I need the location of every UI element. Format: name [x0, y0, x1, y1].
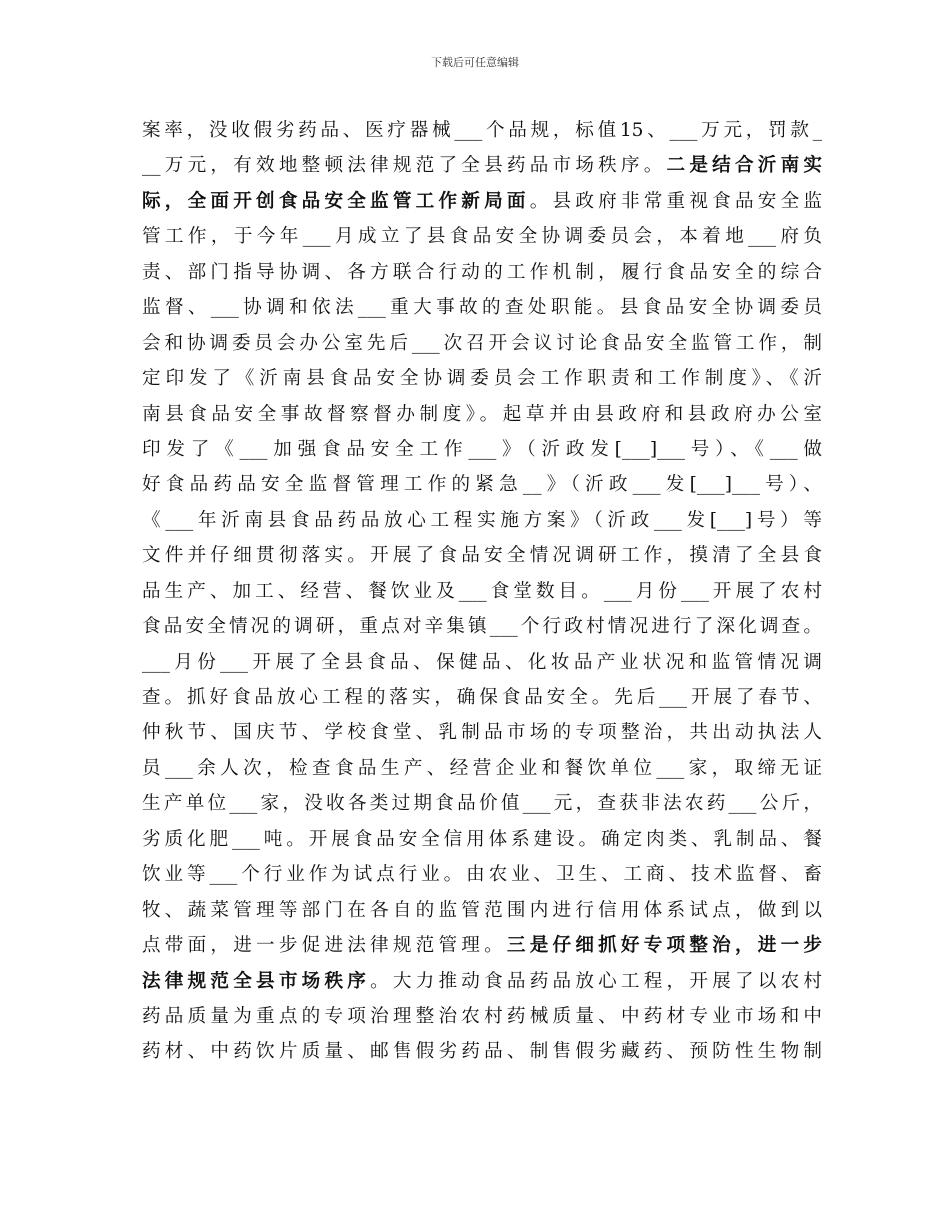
text-segment: 查。抓好食品放心工程的落实，确保食品安全。先后___开展了春节、	[142, 687, 822, 708]
text-line	[142, 609, 822, 644]
text-segment: 会和协调委员会办公室先后___次召开会议讨论食品安全监管工作，制	[142, 332, 822, 354]
text-segment: 饮业等___个行业作为试点行业。由农业、卫生、工商、技术监督、畜	[142, 864, 822, 886]
text-segment: 食品安全情况的调研，重点对辛集镇___个行政村情况进行了深化调查。	[142, 616, 822, 638]
text-segment: 《___年沂南县食品药品放心工程实施方案》（沂政___发[___]号）等	[142, 509, 822, 531]
text-line	[142, 964, 822, 999]
text-line	[142, 893, 822, 928]
text-segment: 定印发了《沂南县食品安全协调委员会工作职责和工作制度》、《沂	[142, 368, 822, 390]
text-segment: 品生产、加工、经营、餐饮业及___食堂数目。___月份___开展了农村	[142, 580, 822, 602]
text-segment: 药品质量为重点的专项治理整治农村药械质量、中药材专业市场和中	[142, 1005, 822, 1027]
text-line	[142, 751, 822, 786]
text-line	[142, 184, 822, 219]
text-segment: 。大力推动食品药品放心工程，开展了以农村	[370, 970, 822, 992]
text-segment: 南县食品安全事故督察督办制度》。起草并由县政府和县政府办公室	[142, 403, 822, 425]
text-segment: ___月份___开展了全县食品、保健品、化妆品产业状况和监管情况调	[142, 651, 822, 673]
text-segment: 点带面，进一步促进法律规范管理。	[142, 935, 507, 957]
page-header: 下载后可任意编辑	[431, 56, 519, 69]
text-segment: __万元，有效地整顿法律规范了全县药品市场秩序。	[142, 155, 667, 177]
text-line	[142, 786, 822, 821]
text-segment: 员___余人次，检查食品生产、经营企业和餐饮单位___家，取缔无证	[142, 757, 822, 779]
text-line	[142, 219, 822, 254]
text-segment: 。县政府非常重视食品安全监	[529, 190, 822, 212]
text-line	[142, 1034, 822, 1069]
text-line	[142, 361, 822, 396]
bold-heading-text: 三是仔细抓好专项整治，进一步	[506, 935, 822, 957]
text-line	[142, 857, 822, 892]
text-line	[142, 326, 822, 361]
text-segment: 仲秋节、国庆节、学校食堂、乳制品市场的专项整治，共出动执法人	[142, 722, 822, 744]
text-line	[142, 715, 822, 750]
text-line	[142, 467, 822, 502]
text-segment: 生产单位___家，没收各类过期食品价值___元，查获非法农药___公斤，	[142, 793, 822, 815]
text-line	[142, 113, 822, 148]
text-line	[142, 432, 822, 467]
text-segment: 责、部门指导协调、各方联合行动的工作机制，履行食品安全的综合	[142, 261, 822, 283]
text-line	[142, 680, 822, 715]
text-line	[142, 822, 822, 857]
text-segment: 案率，没收假劣药品、医疗器械___个品规，标值15、___万元，罚款_	[142, 120, 822, 141]
text-line	[142, 574, 822, 609]
text-segment: 文件并仔细贯彻落实。开展了食品安全情况调研工作，摸清了全县食	[142, 545, 822, 567]
text-line	[142, 928, 822, 963]
bold-heading-text: 法律规范全县市场秩序	[142, 970, 371, 992]
text-line	[142, 999, 822, 1034]
text-segment: 劣质化肥___吨。开展食品安全信用体系建设。确定肉类、乳制品、餐	[142, 828, 822, 850]
document-body	[142, 113, 822, 1070]
text-line	[142, 503, 822, 538]
text-line	[142, 255, 822, 290]
text-segment: 药材、中药饮片质量、邮售假劣药品、制售假劣藏药、预防性生物制	[142, 1041, 822, 1063]
text-segment: 管工作，于今年___月成立了县食品安全协调委员会，本着地___府负	[142, 226, 822, 248]
text-line	[142, 645, 822, 680]
text-segment: 牧、蔬菜管理等部门在各自的监管范围内进行信用体系试点，做到以	[142, 899, 822, 921]
bold-heading-text: 二是结合沂南实	[666, 155, 822, 177]
text-line	[142, 538, 822, 573]
text-line	[142, 290, 822, 325]
text-segment: 好食品药品安全监督管理工作的紧急__》（沂政___发[___]___号）、	[142, 474, 822, 496]
text-segment: 监督、___协调和依法___重大事故的查处职能。县食品安全协调委员	[142, 297, 822, 319]
text-line	[142, 148, 822, 183]
text-line	[142, 397, 822, 432]
text-segment: 印发了《___加强食品安全工作___》（沂政发[___]___号）、《___做	[142, 438, 822, 460]
bold-heading-text: 际，全面开创食品安全监管工作新局面	[142, 190, 530, 212]
